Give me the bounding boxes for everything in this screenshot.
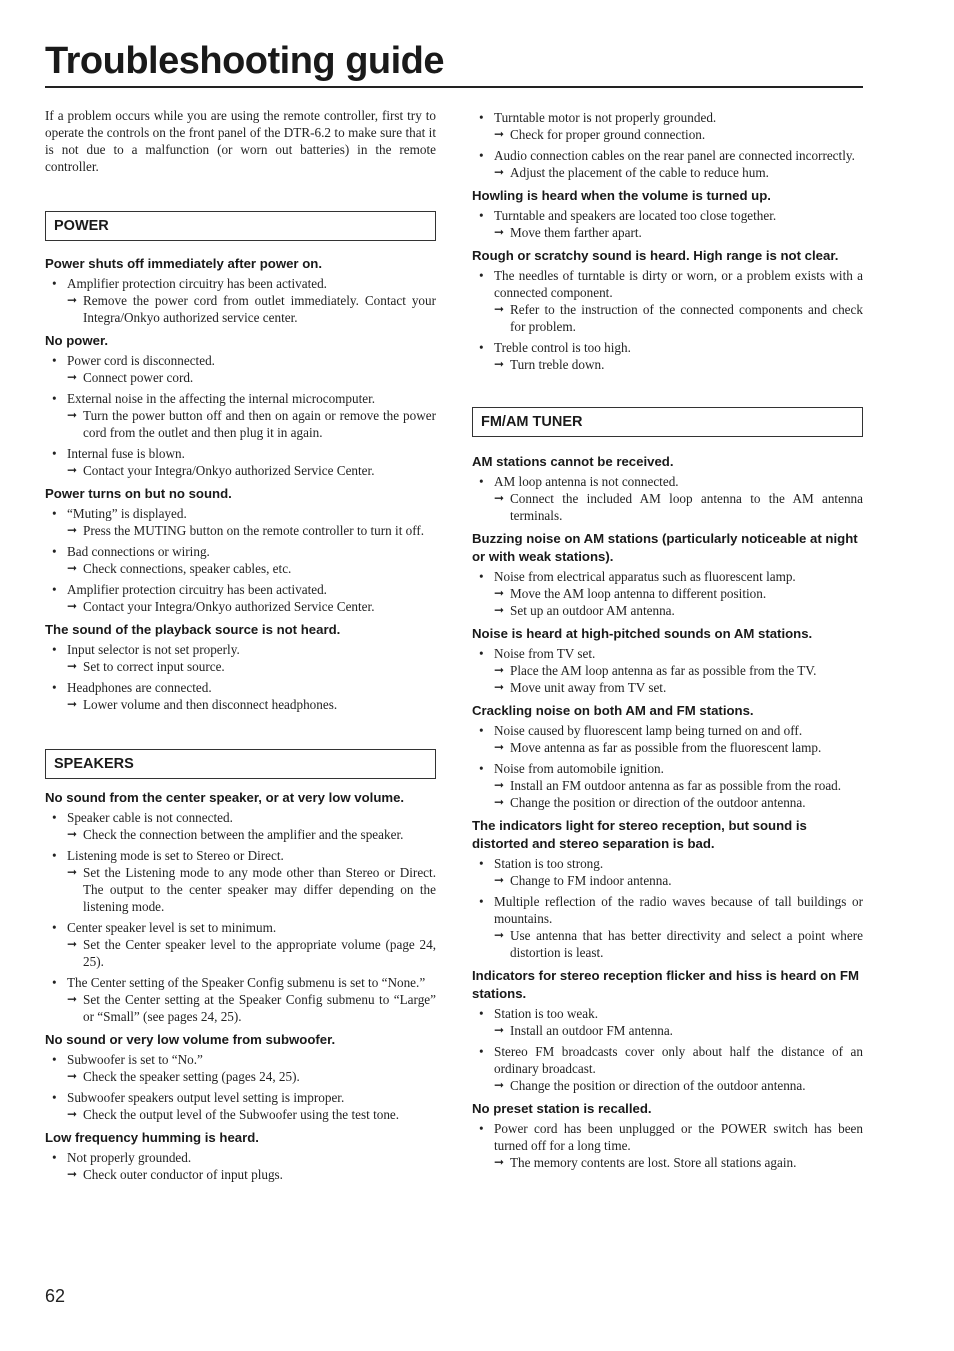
remedy-text [494,224,863,241]
remedy-label: Move antenna as far as possible from the fluorescent lamp. [510,740,822,755]
cause-text: Listening mode is set to Stereo or Direct. [67,848,284,863]
list-item [45,919,436,970]
remedy-text [494,739,863,756]
list-item [45,641,436,675]
cause-text: Noise caused by fluorescent lamp being turned on and off. [494,723,803,738]
cause-text: “Muting” is displayed. [67,506,187,521]
bullet-icon: • [479,474,484,489]
remedy-text [67,407,436,441]
remedy-label: Set to correct input source. [83,659,225,674]
bullet-icon: • [52,1150,57,1165]
list-item [472,339,863,373]
problem-heading: The indicators light for stereo reception, but sound is distorted and stereo separation is bad. [472,818,807,851]
cause-text: The Center setting of the Speaker Config submenu is set to “None.” [67,975,426,990]
bullet-icon: • [479,569,484,584]
problem-heading: No sound or very low volume from subwoofer. [45,1032,336,1047]
remedy-label: Contact your Integra/Onkyo authorized Service Center. [83,599,375,614]
section-header: SPEAKERS [45,749,436,779]
cause-list [472,473,863,524]
bullet-icon: • [52,680,57,695]
arrow-right-icon: ➞ [67,659,78,673]
bullet-icon: • [479,894,484,909]
bullet-icon: • [52,975,57,990]
cause-list [45,641,436,713]
remedy-label: Turn treble down. [510,357,605,372]
cause-text: Headphones are connected. [67,680,212,695]
remedy-label: Place the AM loop antenna as far as possible from the TV. [510,663,817,678]
bullet-icon: • [52,848,57,863]
arrow-right-icon: ➞ [67,697,78,711]
spacer [45,241,436,251]
remedy-text [67,369,436,386]
remedy-text [67,696,436,713]
cause-text: Noise from TV set. [494,646,596,661]
remedy-label: Connect the included AM loop antenna to the AM antenna terminals. [510,491,863,523]
cause-text: Stereo FM broadcasts cover only about half the distance of an ordinary broadcast. [494,1044,863,1076]
cause-text: Internal fuse is blown. [67,446,185,461]
bullet-icon: • [479,856,484,871]
remedy-label: Check the connection between the amplifier and the speaker. [83,827,404,842]
remedy-text [494,679,863,696]
remedy-label: Move unit away from TV set. [510,680,667,695]
problem-heading: No sound from the center speaker, or at very low volume. [45,790,405,805]
cause-list [472,109,863,181]
cause-text: Center speaker level is set to minimum. [67,920,277,935]
list-item [472,473,863,524]
cause-list [472,267,863,373]
arrow-right-icon: ➞ [494,1078,505,1092]
list-item [45,275,436,326]
bullet-icon: • [52,1090,57,1105]
list-item [45,847,436,915]
arrow-right-icon: ➞ [494,740,505,754]
arrow-right-icon: ➞ [494,165,505,179]
list-item [472,147,863,181]
arrow-right-icon: ➞ [67,1069,78,1083]
list-item [45,581,436,615]
cause-list [472,207,863,241]
remedy-text [494,872,863,889]
list-item [472,645,863,696]
list-item [45,505,436,539]
problem-heading: AM stations cannot be received. [472,454,674,469]
cause-list [472,855,863,961]
cause-list [45,505,436,615]
list-item [472,1120,863,1171]
cause-text: Bad connections or wiring. [67,544,210,559]
bullet-icon: • [52,642,57,657]
bullet-icon: • [52,544,57,559]
problem-heading: Power shuts off immediately after power on. [45,256,322,271]
bullet-icon: • [52,920,57,935]
cause-text: Turntable and speakers are located too close together. [494,208,777,223]
remedy-text [494,794,863,811]
spacer [472,437,863,449]
cause-text: Power cord is disconnected. [67,353,215,368]
problem-heading: Low frequency humming is heard. [45,1130,259,1145]
arrow-right-icon: ➞ [494,778,505,792]
cause-text: Subwoofer is set to “No.” [67,1052,203,1067]
cause-text: AM loop antenna is not connected. [494,474,679,489]
remedy-label: Refer to the instruction of the connected components and check for problem. [510,302,863,334]
bullet-icon: • [479,268,484,283]
list-item [45,352,436,386]
list-item [45,1149,436,1183]
right-column [472,107,863,1177]
bullet-icon: • [479,110,484,125]
problem-heading: Indicators for stereo reception flicker and hiss is heard on FM stations. [472,968,859,1001]
page-number: 62 [45,1286,66,1306]
remedy-text [67,991,436,1025]
bullet-icon: • [479,761,484,776]
list-item [472,1043,863,1094]
bullet-icon: • [52,353,57,368]
remedy-text [67,598,436,615]
cause-text: Turntable motor is not properly grounded. [494,110,717,125]
page-title: Troubleshooting guide [45,36,863,88]
list-item [45,679,436,713]
remedy-label: Change the position or direction of the outdoor antenna. [510,795,806,810]
remedy-label: Set the Center speaker level to the appropriate volume (page 24, 25). [83,937,436,969]
problem-heading: Rough or scratchy sound is heard. High range is not clear. [472,248,839,263]
problem-heading: Power turns on but no sound. [45,486,232,501]
remedy-label: Adjust the placement of the cable to reduce hum. [510,165,769,180]
cause-text: Treble control is too high. [494,340,631,355]
bullet-icon: • [479,1044,484,1059]
problem-heading: Noise is heard at high-pitched sounds on AM stations. [472,626,813,641]
arrow-right-icon: ➞ [67,293,78,307]
cause-text: Input selector is not set properly. [67,642,240,657]
remedy-label: Check outer conductor of input plugs. [83,1167,283,1182]
arrow-right-icon: ➞ [67,937,78,951]
arrow-right-icon: ➞ [494,795,505,809]
cause-list [45,1051,436,1123]
bullet-icon: • [52,810,57,825]
remedy-label: Change to FM indoor antenna. [510,873,672,888]
cause-list [45,1149,436,1183]
cause-text: Amplifier protection circuitry has been activated. [67,276,327,291]
arrow-right-icon: ➞ [494,302,505,316]
arrow-right-icon: ➞ [494,928,505,942]
cause-list [472,722,863,811]
cause-list [45,275,436,326]
list-item [45,809,436,843]
arrow-right-icon: ➞ [494,357,505,371]
remedy-text [494,602,863,619]
remedy-text [67,560,436,577]
remedy-label: Check connections, speaker cables, etc. [83,561,292,576]
cause-text: Station is too weak. [494,1006,599,1021]
remedy-text [494,490,863,524]
arrow-right-icon: ➞ [494,586,505,600]
arrow-right-icon: ➞ [67,463,78,477]
arrow-right-icon: ➞ [67,599,78,613]
cause-list [472,645,863,696]
remedy-text [494,927,863,961]
cause-text: Amplifier protection circuitry has been activated. [67,582,327,597]
section-header: FM/AM TUNER [472,407,863,437]
arrow-right-icon: ➞ [67,1167,78,1181]
problem-heading: Howling is heard when the volume is turned up. [472,188,771,203]
cause-text: Speaker cable is not connected. [67,810,233,825]
cause-text: External noise in the affecting the internal microcomputer. [67,391,376,406]
remedy-label: Set the Listening mode to any mode other than Stereo or Direct. The output to the center speaker may differ depending on the listening mode. [83,865,436,914]
remedy-text [494,1077,863,1094]
arrow-right-icon: ➞ [67,561,78,575]
arrow-right-icon: ➞ [494,127,505,141]
arrow-right-icon: ➞ [67,408,78,422]
arrow-right-icon: ➞ [67,370,78,384]
left-column-content [45,175,436,1183]
spacer [45,779,436,785]
list-item [45,390,436,441]
arrow-right-icon: ➞ [67,865,78,879]
remedy-text [494,585,863,602]
spacer [45,719,436,749]
problem-heading: No preset station is recalled. [472,1101,652,1116]
remedy-text [67,1068,436,1085]
remedy-label: Use antenna that has better directivity and select a point where distortion is least. [510,928,863,960]
list-item [45,445,436,479]
remedy-text [67,462,436,479]
remedy-text [67,292,436,326]
right-column-content [472,109,863,1171]
list-item [45,974,436,1025]
arrow-right-icon: ➞ [494,873,505,887]
arrow-right-icon: ➞ [494,680,505,694]
problem-heading: The sound of the playback source is not heard. [45,622,341,637]
bullet-icon: • [52,506,57,521]
list-item [45,1051,436,1085]
remedy-label: Turn the power button off and then on again or remove the power cord from the outlet and then plug it in again. [83,408,436,440]
remedy-text [494,662,863,679]
remedy-text [494,1022,863,1039]
remedy-label: The memory contents are lost. Store all stations again. [510,1155,797,1170]
remedy-label: Lower volume and then disconnect headphones. [83,697,338,712]
list-item [472,109,863,143]
bullet-icon: • [479,340,484,355]
remedy-text [67,1106,436,1123]
remedy-label: Check the output level of the Subwoofer using the test tone. [83,1107,400,1122]
remedy-text [494,1154,863,1171]
cause-text: Station is too strong. [494,856,604,871]
list-item [45,1089,436,1123]
remedy-text [494,164,863,181]
arrow-right-icon: ➞ [67,523,78,537]
remedy-text [67,936,436,970]
arrow-right-icon: ➞ [494,1023,505,1037]
arrow-right-icon: ➞ [67,827,78,841]
remedy-label: Change the position or direction of the outdoor antenna. [510,1078,806,1093]
remedy-text [67,864,436,915]
remedy-label: Move the AM loop antenna to different position. [510,586,767,601]
bullet-icon: • [479,1121,484,1136]
bullet-icon: • [479,723,484,738]
left-column [45,107,436,1189]
spacer [472,379,863,407]
list-item [472,568,863,619]
bullet-icon: • [479,646,484,661]
list-item [472,207,863,241]
cause-text: Not properly grounded. [67,1150,192,1165]
list-item [472,267,863,335]
remedy-label: Set up an outdoor AM antenna. [510,603,675,618]
intro-paragraph: If a problem occurs while you are using the remote controller, first try to operate the controls on the front panel of the DTR-6.2 to make sure that it is not due to a malfunction (or worn out batteries) in the remote controller. [45,108,436,174]
section-header: POWER [45,211,436,241]
cause-list [472,568,863,619]
remedy-label: Check the speaker setting (pages 24, 25). [83,1069,300,1084]
remedy-label: Set the Center setting at the Speaker Config submenu to “Large” or “Small” (see pages 24, 25). [83,992,436,1024]
remedy-text [67,522,436,539]
list-item [472,855,863,889]
bullet-icon: • [479,208,484,223]
cause-text: Noise from electrical apparatus such as fluorescent lamp. [494,569,796,584]
list-item [472,893,863,961]
remedy-label: Press the MUTING button on the remote controller to turn it off. [83,523,425,538]
bullet-icon: • [52,446,57,461]
remedy-text [494,777,863,794]
problem-heading: Crackling noise on both AM and FM stations. [472,703,754,718]
arrow-right-icon: ➞ [494,1155,505,1169]
cause-text: Subwoofer speakers output level setting is improper. [67,1090,345,1105]
problem-heading: No power. [45,333,109,348]
cause-list [45,809,436,1025]
arrow-right-icon: ➞ [494,603,505,617]
bullet-icon: • [479,148,484,163]
cause-list [45,352,436,479]
remedy-label: Remove the power cord from outlet immediately. Contact your Integra/Onkyo authorized service center. [83,293,436,325]
remedy-label: Connect power cord. [83,370,194,385]
cause-text: Multiple reflection of the radio waves because of tall buildings or mountains. [494,894,863,926]
list-item [472,760,863,811]
cause-text: Noise from automobile ignition. [494,761,664,776]
bullet-icon: • [479,1006,484,1021]
remedy-label: Contact your Integra/Onkyo authorized Service Center. [83,463,375,478]
bullet-icon: • [52,276,57,291]
arrow-right-icon: ➞ [494,225,505,239]
arrow-right-icon: ➞ [494,663,505,677]
cause-text: The needles of turntable is dirty or worn, or a problem exists with a connected component. [494,268,863,300]
remedy-label: Install an outdoor FM antenna. [510,1023,673,1038]
remedy-text [67,658,436,675]
cause-list [472,1005,863,1094]
remedy-label: Move them farther apart. [510,225,642,240]
remedy-label: Install an FM outdoor antenna as far as possible from the road. [510,778,842,793]
bullet-icon: • [52,582,57,597]
list-item [45,543,436,577]
spacer [45,175,436,211]
remedy-text [67,1166,436,1183]
cause-list [472,1120,863,1171]
remedy-text [494,126,863,143]
arrow-right-icon: ➞ [67,992,78,1006]
bullet-icon: • [52,1052,57,1067]
arrow-right-icon: ➞ [67,1107,78,1121]
problem-heading: Buzzing noise on AM stations (particularly noticeable at night or with weak stations). [472,531,858,564]
arrow-right-icon: ➞ [494,491,505,505]
remedy-text [494,356,863,373]
cause-text: Power cord has been unplugged or the POWER switch has been turned off for a long time. [494,1121,863,1153]
cause-text: Audio connection cables on the rear panel are connected incorrectly. [494,148,855,163]
list-item [472,1005,863,1039]
list-item [472,722,863,756]
remedy-text [494,301,863,335]
bullet-icon: • [52,391,57,406]
remedy-label: Check for proper ground connection. [510,127,706,142]
remedy-text [67,826,436,843]
